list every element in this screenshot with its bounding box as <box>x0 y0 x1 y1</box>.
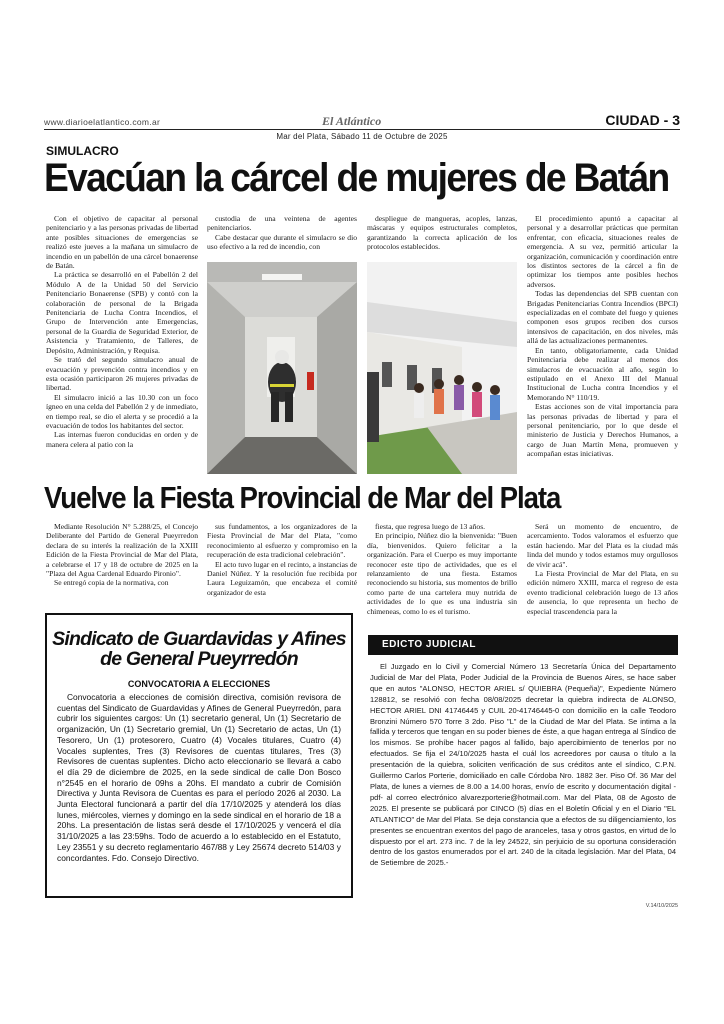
section-page-label: CIUDAD - 3 <box>605 112 680 128</box>
article1-col4 <box>527 214 678 476</box>
paragraph: Cabe destacar que durante el simulacro se dio uso efectivo a la red de incendio, con <box>207 232 357 252</box>
article2-col1 <box>46 522 198 608</box>
paragraph: Todas las dependencias del SPB cuentan con Brigadas Penitenciarias Contra Incendios (BPCI) especializadas en el combate del fuego y quienes componen esos grupos reciben dos cursos intensivos de capacitación, en dos niveles, más allá de las actualizaciones permanentes. <box>527 289 678 346</box>
paragraph: En principio, Núñez dio la bienvenida: "Buen día, bienvenidos. Quiero felicitar a la organización. Para el Cuerpo es muy importante reconocer este tipo de actividades, que es el relanzamiento de una fiesta. Estamos reconociendo su historia, sus momentos de brillo como parte de una cartelera muy nutrida de actividades de lo que es una industria sin chimeneas, como lo es el turismo. <box>367 531 517 616</box>
photo-patio-drawing <box>367 262 517 474</box>
judicial-edict-body: El Juzgado en lo Civil y Comercial Número 13 Secretaría Única del Departamento Judicial de Mar del Plata, Poder Judicial de la Provincia de Buenos Aires, se hace saber que en autos "ALONSO, HECTOR ARIEL s/ QUIEBRA (Pequeña)", Expediente Número 128812, se resolvió con fecha 08/08/2025 decretar la quiebra indirecta de ALONSO, HECTOR ARIEL DNI 41746445 y CUIL 20-41746445-0 con domicilio en la calle Teodoro Bronzini Número 570 Torre 3 2do. Piso "L" de la Ciudad de Mar del Plata. Se intima a la fallida y terceros que tengan en su poder bienes de éste, a que hagan entrega al Síndico de los mismos. Se prohíbe hacer pagos al fallido, bajo apercibimiento de tenerlos por no efectuados. Se fija el 24/10/2025 hasta el cuál los acreedores por causa o título a la presentación de la quiebra, soliciten verificación de sus créditos ante el síndico, C.P.N. Guillermo Carlos Porterie, domiciliado en calle Córdoba Nro. 1882 3er. Piso Of. 36 Mar del Plata, de lunes a viernes de 8.00 a 14.00 horas, envío de escrito y documentación digital -pdf- al correo electrónico alvarezporterie@hotmail.com. Mar del Plata, 08 de Agosto de 2025. El presente se publicará por CINCO (5) días en el Boletín Oficial y en el Diario "EL ATLANTICO" de Mar del Plata. Se deja constancia que a efectos de su diligenciamiento, los presentes se encuentran exentos del pago de aranceles, tasa y otros gastos, en virtud de lo dispuesto por el art. 273 inc. 7 de la ley 24522, sin perjuicio de su oportuna consideración dentro de los gastos enumerados por el art. 240 de la citada legislación. Mar del Plata, 04 de Setiembre de 2025.- <box>370 662 676 868</box>
header-divider <box>44 129 680 130</box>
paragraph: Estas acciones son de vital importancia para las personas privadas de libertad y para el personal penitenciario, por lo que desde el ministerio de Justicia y Derechos Humanos, a cargo de Juan Martín Mena, promueven y acompañan estas iniciativas. <box>527 402 678 459</box>
edition-date: Mar del Plata, Sábado 11 de Octubre de 2025 <box>276 132 448 141</box>
article1-headline: Evacúan la cárcel de mujeres de Batán <box>44 156 669 200</box>
paragraph: La práctica se desarrolló en el Pabellón 2 del Módulo A de la Unidad 50 del Servicio Penitenciario Bonaerense (SPB) y contó con la colaboración de personal de la Brigada Penitenciaria de Lucha Contra Incendios, el Grupo de Intervención ante Emergencias, personal de la Guardia de Seguridad Exterior, de Asistencia y Tratamiento, de Talleres, de Depósito, Administración, y Requisa. <box>46 270 198 355</box>
paragraph: Las internas fueron conducidas en orden y de manera celera al patio con la <box>46 430 198 449</box>
article2-headline: Vuelve la Fiesta Provincial de Mar del Plata <box>44 480 561 515</box>
union-notice-title: Sindicato de Guardavidas y Afines de General Pueyrredón <box>52 628 346 670</box>
article1-col2 <box>207 214 357 258</box>
union-notice-subtitle: CONVOCATORIA A ELECCIONES <box>127 679 271 689</box>
newspaper-logo: El Atlántico <box>322 114 382 128</box>
photo-evacuation-patio <box>367 262 517 474</box>
paragraph: Con el objetivo de capacitar al personal penitenciario y a las personas privadas de libertad ante posibles situaciones de emergencias se realizó este jueves a la mañana un simulacro de incendio en un pabellón de una cárcel bonaerense de Batán. <box>46 214 198 271</box>
site-url[interactable]: www.diarioelatlantico.com.ar <box>44 117 161 127</box>
edict-publication-code: V.14/10/2025 <box>645 903 678 909</box>
judicial-edict-header: EDICTO JUDICIAL <box>368 635 678 655</box>
photo-corridor-drawing <box>207 262 357 474</box>
paragraph: En tanto, obligatoriamente, cada Unidad Penitenciaria debe realizar al menos dos simulacros de evacuación al año, según lo estipulado en el Anexo III del Manual Institucional de Lucha contra Incendios y el Memorando N° 110/19. <box>527 345 678 402</box>
union-notice-body: Convocatoria a elecciones de comisión directiva, comisión revisora de cuentas del Sindicato de Guardavidas y Afines de General Pueyrredón, para cubrir los siguientes cargos: Un (1) secretario general, Un (1) Secretario de organización, Un (1) Secretario gremial, Un (1) Secretario de actas, Un (1) Tesorero, Un (1) protesorero, Cuatro (4) Vocales titulares, Cuatro (4) Vocales suplentes, Tres (3) Revisores de cuentas titulares, Tres (3) Revisores de cuentas suplentes. Dicho acto eleccionario se llevará a cabo el día 29 de diciembre de 2025, en la sede sindical de calle Don Bosco n°2545 en el horario de 09hs a 20hs. El mandato a cubrir de Comisión Directiva y Junta Revisora de Cuentas es para el período 2026 al 2030. La Junta Electoral funcionará a partir del día 17/10/2025 y atenderá los días lunes, miércoles, viernes y domingo en la sede sindical en el horario de 18 a 20hs. La presentación de listas será desde el 17/10/2025 y vencerá el día 31/10/2025 a las 23:59hs. Todo de acuerdo a lo establecido en el Estatuto, Ley 23551 y su decreto reglamentario 467/88 y Ley 25674 decreto 514/03 y concordantes. Fdo. Consejo Directivo. <box>57 692 341 863</box>
paragraph: Se entregó copia de la normativa, con <box>54 578 169 588</box>
paragraph: fiesta, que regresa luego de 13 años. <box>375 522 486 531</box>
paragraph: La Fiesta Provincial de Mar del Plata, en su edición número XXIII, marca el regreso de esta evento tradicional celebración luego de 13 años de ausencia, lo que representa un hecho de especial trascendencia para la <box>527 569 678 616</box>
article2-col3 <box>367 522 517 630</box>
paragraph: El procedimiento apuntó a capacitar al personal y a desarrollar prácticas que permitan enfrentar, con eficacia, situaciones reales de emergencia. A su vez, permitió articular la organización, comunicación y coordinación entre los distintos sectores de la cárcel a fin de optimizar los tiempos ante posibles hechos adversos. <box>527 214 678 289</box>
paragraph: custodia de una veintena de agentes penitenciarios. <box>207 214 357 233</box>
article1-col1 <box>46 214 198 476</box>
article2-col4 <box>527 522 678 630</box>
article2-col2 <box>207 522 357 608</box>
paragraph: El acto tuvo lugar en el recinto, a instancias de Daniel Núñez. Y la resolución fue recibida por Laura Leguizamón, que encabeza el comité organizador de esta <box>207 559 357 597</box>
paragraph: Mediante Resolución N° 5.288/25, el Concejo Deliberante del Partido de General Pueyrredon declara de su interés la realización de la XXIII Edición de la Fiesta Provincial de Mar del Plata, a celebrarse el 17 y 18 de octubre de 2025 en la "Plaza del Agua Cardenal Eduardo Pironio". <box>46 522 198 579</box>
photo-prison-corridor <box>207 262 357 474</box>
paragraph: El simulacro inició a las 10.30 con un foco ígneo en una celda del Pabellón 2 y de inmediato, en tiempo real, se dio el alerta y se procedió a la evacuación de todos los habitantes del sector. <box>46 392 198 430</box>
paragraph: sus fundamentos, a los organizadores de la Fiesta Provincial de Mar del Plata, "como reconocimiento al esfuerzo y compromiso en la recuperación de esta tradicional celebración". <box>207 522 357 560</box>
paragraph: Será un momento de encuentro, de acercamiento. Todos valoramos el esfuerzo que están haciendo. Mar del Plata es la ciudad más linda del mundo y todos estamos muy orgullosos de vivir acá". <box>527 522 678 569</box>
union-election-notice <box>45 613 353 898</box>
article1-kicker: SIMULACRO <box>46 144 119 158</box>
paragraph: despliegue de mangueras, acoples, lanzas, máscaras y equipos estructurales completos, garantizando la correcta aplicación de los protocolos establecidos. <box>367 214 517 252</box>
article1-col3 <box>367 214 517 258</box>
paragraph: Se trató del segundo simulacro anual de evacuación y prevención contra incendios y en esta ocasión participaron 26 mujeres privadas de libertad. <box>46 355 198 393</box>
